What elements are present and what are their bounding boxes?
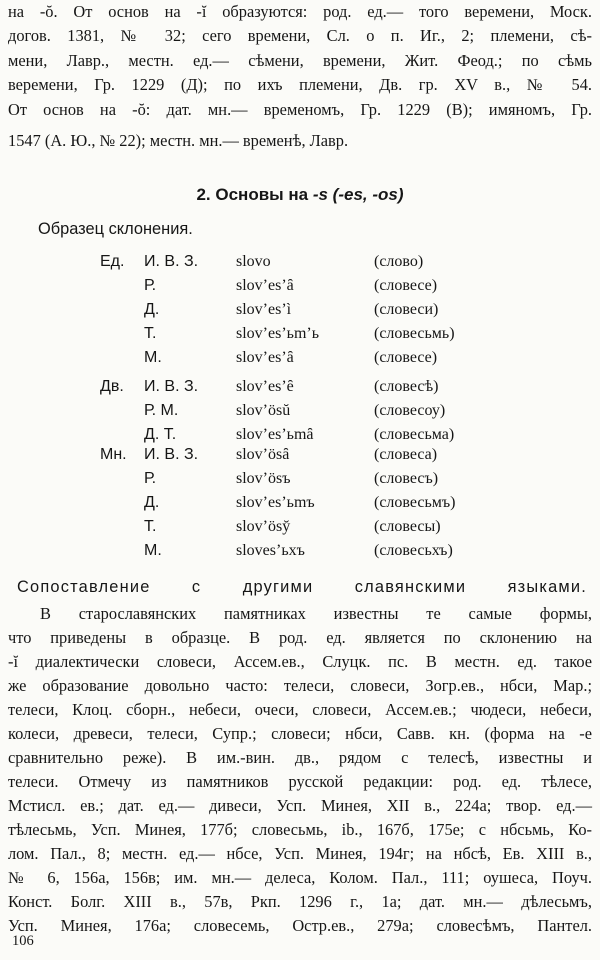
- text-line: телеси, Клоц. сборн., небеси, очеси, словеси, Ассем.ев.; чюдеси, небеси,: [8, 700, 592, 719]
- table-case-label: Р.: [144, 470, 157, 487]
- table-gloss: (словесьмъ): [374, 494, 456, 511]
- table-case-label: М.: [144, 542, 162, 559]
- table-number-label: Мн.: [100, 446, 127, 463]
- text-line: Усп. Минея, 176а; словесемь, Остр.ев., 279а; словесѣмъ, Пантел.: [8, 916, 592, 935]
- table-form: slov’es’ȃ: [236, 349, 294, 366]
- table-number-label: Ед.: [100, 253, 125, 270]
- table-gloss: (словесы): [374, 518, 441, 535]
- section-heading-number: 2. Основы на: [196, 185, 313, 204]
- table-number-label: Дв.: [100, 378, 124, 395]
- table-case-label: Д.: [144, 494, 160, 511]
- table-case-label: И. В. З.: [144, 446, 199, 463]
- section-heading: [0, 184, 600, 206]
- text-line: В старославянских памятниках известны те самые формы,: [40, 604, 592, 623]
- table-gloss: (словесьхъ): [374, 542, 453, 559]
- table-form: slov’es’ì: [236, 301, 292, 318]
- table-gloss: (словесе): [374, 349, 438, 366]
- table-case-label: Д.: [144, 301, 160, 318]
- text-line: № 6, 156а, 156в; им. мн.— делеса, Колом. Пал., 111; оушеса, Поуч.: [8, 868, 592, 887]
- table-form: slovo: [236, 253, 271, 270]
- table-form: slov’ösȃ: [236, 446, 290, 463]
- text-line: лом. Пал., 8; местн. ед.— нбсе, Усп. Минея, 194г; на нбсѣ, Ев. XIII в.,: [8, 844, 592, 863]
- text-line: 1547 (А. Ю., № 22); местн. мн.— временѣ, Лавр.: [8, 131, 349, 150]
- table-form: slov’es’ьmъ: [236, 494, 315, 511]
- section-heading-suffix: -s (-es, -os): [312, 185, 404, 204]
- table-gloss: (словесьмь): [374, 325, 455, 342]
- table-gloss: (словесе): [374, 277, 438, 294]
- table-case-label: М.: [144, 349, 162, 366]
- table-case-label: Т.: [144, 325, 157, 342]
- table-gloss: (словеси): [374, 301, 439, 318]
- text-line: сравнительно реже). В им.-вин. дв., рядом с телесѣ, известны и: [8, 748, 592, 767]
- text-line: мени, Лавр., местн. ед.— сѣмени, времени, Жит. Феод.; по сѣмь: [8, 51, 592, 70]
- text-line: телеси. Отмечу из памятников русской редакции: род. ед. тѣлесе,: [8, 772, 592, 791]
- table-case-label: Р.: [144, 277, 157, 294]
- table-gloss: (словесъ): [374, 470, 439, 487]
- table-form: slov’es’ȃ: [236, 277, 294, 294]
- text-line: веремени, Гр. 1229 (Д); по ихъ племени, Дв. гр. XV в., № 54.: [8, 75, 592, 94]
- table-case-label: Р. М.: [144, 402, 179, 419]
- table-case-label: И. В. З.: [144, 378, 199, 395]
- table-form: slov’ösy̆: [236, 518, 291, 535]
- page-number: 106: [12, 933, 34, 949]
- text-line: Конст. Болг. XIII в., 57в, Ркп. 1296 г., 1а; дат. мн.— дѣлесьмъ,: [8, 892, 592, 911]
- text-line: -ĭ диалектически словеси, Ассем.ев., Слуцк. пс. В местн. ед. такое: [8, 652, 592, 671]
- table-case-label: И. В. З.: [144, 253, 199, 270]
- text-line: тѣлесьмь, Усп. Минея, 177б; словесьмь, ib., 167б, 175е; с нбсьмь, Ко-: [8, 820, 592, 839]
- text-line: От основ на -ŏ: дат. мн.— временомъ, Гр. 1229 (В); имяномъ, Гр.: [8, 100, 592, 119]
- table-form: sloves’ьxъ: [236, 542, 305, 559]
- table-form: slov’es’ьm’ь: [236, 325, 320, 342]
- table-form: slov’ösъ: [236, 470, 291, 487]
- text-line: на -ŏ. От основ на -ĭ образуются: род. ед.— того веремени, Моск.: [8, 2, 592, 21]
- table-caption: Образец склонения.: [38, 220, 193, 238]
- table-gloss: (словесоу): [374, 402, 446, 419]
- table-case-label: Т.: [144, 518, 157, 535]
- text-line: же образование довольно часто: телеси, словеси, Зогр.ев., нбси, Мар.;: [8, 676, 592, 695]
- table-form: slov’es’ьmȃ: [236, 426, 314, 443]
- table-gloss: (словесѣ): [374, 378, 439, 395]
- comparison-subheading: Сопоставление с другими славянскими языками.: [17, 578, 587, 596]
- table-gloss: (словеса): [374, 446, 438, 463]
- text-line: догов. 1381, № 32; сего времени, Сл. о п. Иг., 2; племени, сѣ-: [8, 26, 592, 45]
- text-line: Мстисл. ев.; дат. ед.— дивеси, Усп. Минея, XII в., 224а; твор. ед.—: [8, 796, 592, 815]
- table-form: slov’ösŭ: [236, 402, 291, 419]
- table-form: slov’es’ȇ: [236, 378, 294, 395]
- table-gloss: (словесьма): [374, 426, 455, 443]
- text-line: что приведены в образце. В род. ед. является по склонению на: [8, 628, 592, 647]
- table-case-label: Д. Т.: [144, 426, 177, 443]
- table-gloss: (слово): [374, 253, 424, 270]
- text-line: колеси, древеси, телеси, Супр.; словеси; нбси, Савв. кн. (форма на -е: [8, 724, 592, 743]
